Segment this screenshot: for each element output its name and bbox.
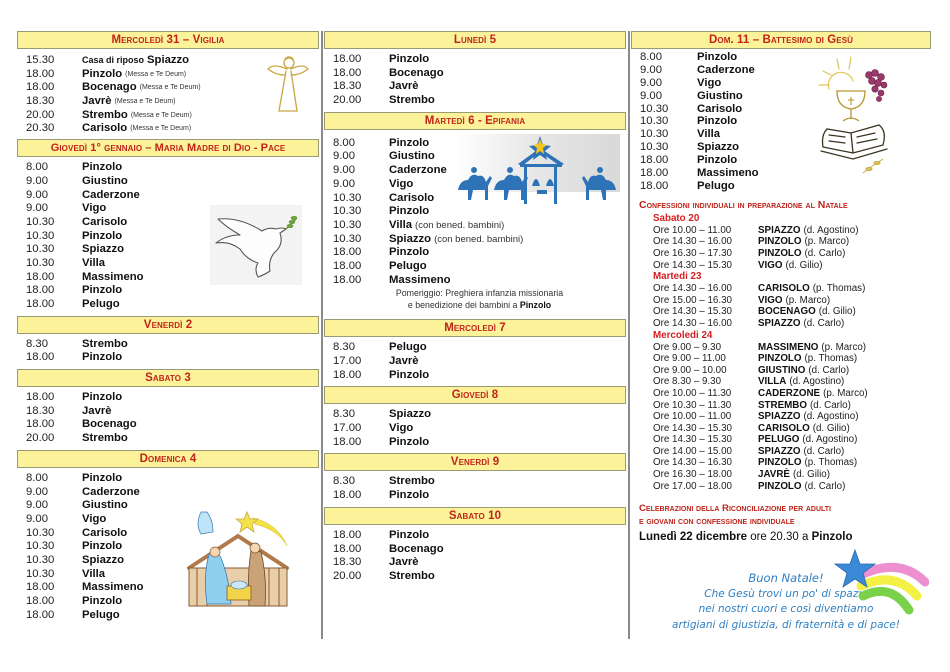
mass-row: 18.30 Javrè bbox=[333, 80, 419, 93]
day-section bbox=[17, 450, 319, 627]
mass-row: 8.00 Pinzolo bbox=[26, 161, 123, 174]
mass-row: 18.30 Javrè (Messa e Te Deum) bbox=[26, 95, 176, 108]
mass-row: 18.00 Pelugo bbox=[26, 608, 120, 621]
confession-row: Ore 14.30 – 15.30 VIGO (d. Gilio) bbox=[653, 259, 823, 271]
mass-row: 18.00 Pinzolo bbox=[333, 53, 430, 65]
day-section bbox=[17, 139, 319, 316]
confession-row: Ore 15.00 – 16.30 VIGO (p. Marco) bbox=[653, 294, 831, 306]
column-divider bbox=[628, 31, 630, 639]
mass-row: 8.30 Spiazzo bbox=[333, 408, 432, 421]
day-section bbox=[324, 112, 626, 320]
mass-row: 9.00 Vigo bbox=[26, 512, 107, 525]
confession-row: Ore 9.00 – 9.30 MASSIMENO (p. Marco) bbox=[653, 341, 867, 353]
epiphany-remark: Pomeriggio: Preghiera infanzia missionaria e benedizione dei bambini a Pinzolo bbox=[395, 288, 564, 310]
mass-row: 18.00 Pelugo bbox=[640, 179, 735, 192]
confession-row: Ore 14.30 – 15.30 CARISOLO (d. Gilio) bbox=[653, 422, 850, 434]
mass-row: 10.30 Villa (con bened. bambini) bbox=[333, 218, 505, 231]
mass-row: 18.00 Pinzolo bbox=[26, 595, 123, 607]
celebration-date-line: Lunedì 22 dicembre ore 20.30 a Pinzolo bbox=[639, 531, 853, 544]
mass-row: 18.00 Massimeno bbox=[26, 270, 144, 283]
mass-row: 17.00 Javrè bbox=[333, 355, 419, 367]
mass-row: 15.30 Casa di riposo Spiazzo bbox=[26, 54, 190, 66]
day-section bbox=[17, 369, 319, 450]
mass-row: 8.00 Pinzolo bbox=[26, 471, 123, 484]
confession-row: Ore 14.30 – 16.00 CARISOLO (p. Thomas) bbox=[653, 283, 866, 295]
mass-row: 18.00 Pinzolo bbox=[26, 351, 123, 364]
christmas-greeting: Buon Natale! Che Gesù trovi un po' di spazio nei nostri cuori e così diventiamo artigiani di giustizia, di fraternità e di pace! bbox=[672, 571, 900, 631]
column-2 bbox=[324, 31, 626, 588]
mass-row: 8.00 Pinzolo bbox=[333, 136, 430, 149]
mass-row: 18.00 Pinzolo (Messa e Te Deum) bbox=[26, 67, 187, 80]
day-header: Venerdì 9 bbox=[324, 453, 626, 471]
mass-row: 18.00 Pinzolo bbox=[26, 284, 123, 297]
mass-row: 8.30 Strembo bbox=[333, 475, 435, 488]
mass-row: 18.00 Bocenago bbox=[26, 418, 137, 431]
confession-row: Ore 16.30 – 17.30 PINZOLO (d. Carlo) bbox=[653, 247, 846, 259]
mass-row: 10.30 Carisolo bbox=[640, 102, 743, 115]
mass-row: 10.30 Spiazzo bbox=[26, 553, 125, 566]
mass-row: 18.00 Pelugo bbox=[333, 259, 427, 272]
mass-row: 10.30 Villa bbox=[26, 256, 106, 269]
mass-row: 10.30 Pinzolo bbox=[26, 540, 123, 553]
confessions-title: Confessioni individuali in preparazione al Natale bbox=[639, 198, 848, 211]
angel-icon bbox=[265, 53, 311, 117]
mass-row: 10.30 Carisolo bbox=[333, 191, 435, 204]
celebrations-section bbox=[631, 502, 931, 543]
day-header: Lunedì 5 bbox=[324, 31, 626, 49]
mass-row: 10.30 Pinzolo bbox=[640, 115, 738, 128]
mass-row: 10.30 Villa bbox=[26, 567, 106, 580]
dove-of-peace-icon bbox=[210, 205, 302, 285]
mass-row: 18.30 Javrè bbox=[333, 556, 419, 569]
column-1 bbox=[17, 31, 319, 626]
confession-day-label: Martedi 23 bbox=[653, 271, 702, 283]
confessions-section bbox=[631, 199, 931, 492]
day-header: Dom. 11 – Battesimo di Gesù bbox=[631, 31, 931, 49]
day-header: Giovedì 1° gennaio – Maria Madre di Dio - Pace bbox=[17, 139, 319, 157]
day-header: Sabato 10 bbox=[324, 507, 626, 525]
mass-row: 18.00 Pinzolo bbox=[333, 528, 430, 541]
confession-row: Ore 10.30 – 11.30 STREMBO (d. Carlo) bbox=[653, 399, 851, 411]
confession-row: Ore 14.30 – 15.30 BOCENAGO (d. Gilio) bbox=[653, 306, 856, 318]
mass-row: 10.30 Pinzolo bbox=[333, 205, 430, 218]
mass-row: 18.00 Pinzolo bbox=[333, 489, 430, 502]
day-header: Venerdì 2 bbox=[17, 316, 319, 334]
mass-row: 9.00 Caderzone bbox=[26, 485, 140, 498]
mass-row: 9.00 Caderzone bbox=[640, 63, 755, 76]
mass-row: 18.30 Javrè bbox=[26, 404, 112, 417]
mass-row: 8.30 Pelugo bbox=[333, 341, 427, 354]
day-header: Domenica 4 bbox=[17, 450, 319, 468]
mass-row: 10.30 Pinzolo bbox=[26, 229, 123, 242]
mass-row: 18.00 Pinzolo bbox=[333, 246, 430, 259]
chalice-and-bible-icon bbox=[817, 55, 893, 179]
confession-row: Ore 10.00 – 11.00 SPIAZZO (d. Agostino) bbox=[653, 411, 859, 423]
mass-row: 9.00 Giustino bbox=[26, 174, 128, 187]
mass-row: 18.00 Bocenago (Messa e Te Deum) bbox=[26, 81, 201, 94]
confession-row: Ore 16.30 – 18.00 JAVRÈ (d. Gilio) bbox=[653, 469, 830, 481]
day-section bbox=[631, 31, 931, 195]
mass-row: 18.00 Pinzolo bbox=[640, 154, 738, 167]
mass-row: 8.00 Pinzolo bbox=[640, 51, 738, 63]
mass-row: 9.00 Vigo bbox=[26, 202, 107, 215]
mass-row: 18.00 Massimeno bbox=[26, 581, 144, 594]
mass-row: 20.00 Strembo (Messa e Te Deum) bbox=[26, 108, 192, 121]
mass-row: 10.30 Villa bbox=[640, 128, 721, 141]
mass-row: 18.00 Bocenago bbox=[333, 66, 444, 79]
day-header: Sabato 3 bbox=[17, 369, 319, 387]
day-header: Giovedì 8 bbox=[324, 386, 626, 404]
mass-row: 20.30 Carisolo (Messa e Te Deum) bbox=[26, 122, 192, 135]
mass-row: 9.00 Caderzone bbox=[333, 164, 447, 177]
mass-row: 10.30 Spiazzo bbox=[640, 141, 740, 154]
mass-row: 9.00 Giustino bbox=[640, 89, 743, 102]
mass-row: 18.00 Pinzolo bbox=[333, 435, 430, 448]
mass-row: 18.00 Bocenago bbox=[333, 542, 444, 555]
column-3 bbox=[631, 31, 931, 631]
mass-row: 9.00 Vigo bbox=[333, 177, 414, 190]
mass-row: 20.00 Strembo bbox=[333, 569, 435, 582]
mass-row: 9.00 Giustino bbox=[26, 499, 128, 512]
confession-day-label: Sabato 20 bbox=[653, 212, 700, 224]
mass-row: 10.30 Carisolo bbox=[26, 215, 128, 228]
day-section bbox=[324, 31, 626, 112]
day-section bbox=[17, 31, 319, 139]
confession-row: Ore 10.00 – 11.00 SPIAZZO (d. Agostino) bbox=[653, 224, 859, 236]
day-section bbox=[17, 316, 319, 369]
mass-row: 18.00 Pinzolo bbox=[26, 391, 123, 404]
mass-row: 9.00 Vigo bbox=[640, 76, 722, 89]
mass-row: 17.00 Vigo bbox=[333, 422, 414, 435]
confession-row: Ore 8.30 – 9.30 VILLA (d. Agostino) bbox=[653, 376, 845, 388]
mass-row: 9.00 Caderzone bbox=[26, 188, 140, 201]
confession-row: Ore 14.30 – 16.00 PINZOLO (p. Marco) bbox=[653, 236, 850, 248]
day-section bbox=[324, 507, 626, 588]
mass-row: 18.00 Massimeno bbox=[640, 167, 759, 180]
mass-row: 20.00 Strembo bbox=[333, 94, 435, 107]
mass-row: 18.00 Massimeno bbox=[333, 273, 451, 286]
day-section bbox=[324, 319, 626, 386]
mass-row: 8.30 Strembo bbox=[26, 337, 128, 350]
confession-row: Ore 14.00 – 15.00 SPIAZZO (d. Carlo) bbox=[653, 445, 845, 457]
mass-row: 10.30 Carisolo bbox=[26, 526, 128, 539]
day-header: Mercoledì 7 bbox=[324, 319, 626, 337]
celebrations-title: Celebrazioni della Riconciliazione per adulti e giovani con confessione individuale bbox=[639, 503, 831, 528]
confession-row: Ore 9.00 – 10.00 GIUSTINO (d. Carlo) bbox=[653, 364, 850, 376]
mass-row: 10.30 Spiazzo bbox=[26, 243, 125, 256]
day-header: Mercoledì 31 – Vigilia bbox=[17, 31, 319, 49]
day-section bbox=[324, 453, 626, 506]
confession-day-label: Mercoledi 24 bbox=[653, 329, 713, 341]
confession-row: Ore 14.30 – 16.30 PINZOLO (p. Thomas) bbox=[653, 457, 858, 469]
three-kings-nativity-icon bbox=[454, 132, 620, 208]
confession-row: Ore 14.30 – 16.00 SPIAZZO (d. Carlo) bbox=[653, 317, 845, 329]
mass-row: 10.30 Spiazzo (con bened. bambini) bbox=[333, 232, 524, 245]
confession-row: Ore 9.00 – 11.00 PINZOLO (p. Thomas) bbox=[653, 353, 858, 365]
confession-row: Ore 14.30 – 15.30 PELUGO (d. Agostino) bbox=[653, 434, 858, 446]
shooting-star-rainbow-icon bbox=[829, 546, 929, 626]
confession-row: Ore 17.00 – 18.00 PINZOLO (d. Carlo) bbox=[653, 480, 846, 492]
confession-row: Ore 10.00 – 11.30 CADERZONE (p. Marco) bbox=[653, 387, 868, 399]
mass-row: 18.00 Pelugo bbox=[26, 298, 120, 310]
nativity-drawing-icon bbox=[183, 506, 293, 614]
day-section bbox=[324, 386, 626, 453]
column-divider bbox=[321, 31, 323, 639]
mass-row: 20.00 Strembo bbox=[26, 432, 128, 445]
day-header: Martedì 6 - Epifania bbox=[324, 112, 626, 130]
mass-row: 18.00 Pinzolo bbox=[333, 368, 430, 381]
mass-row: 9.00 Giustino bbox=[333, 150, 435, 163]
